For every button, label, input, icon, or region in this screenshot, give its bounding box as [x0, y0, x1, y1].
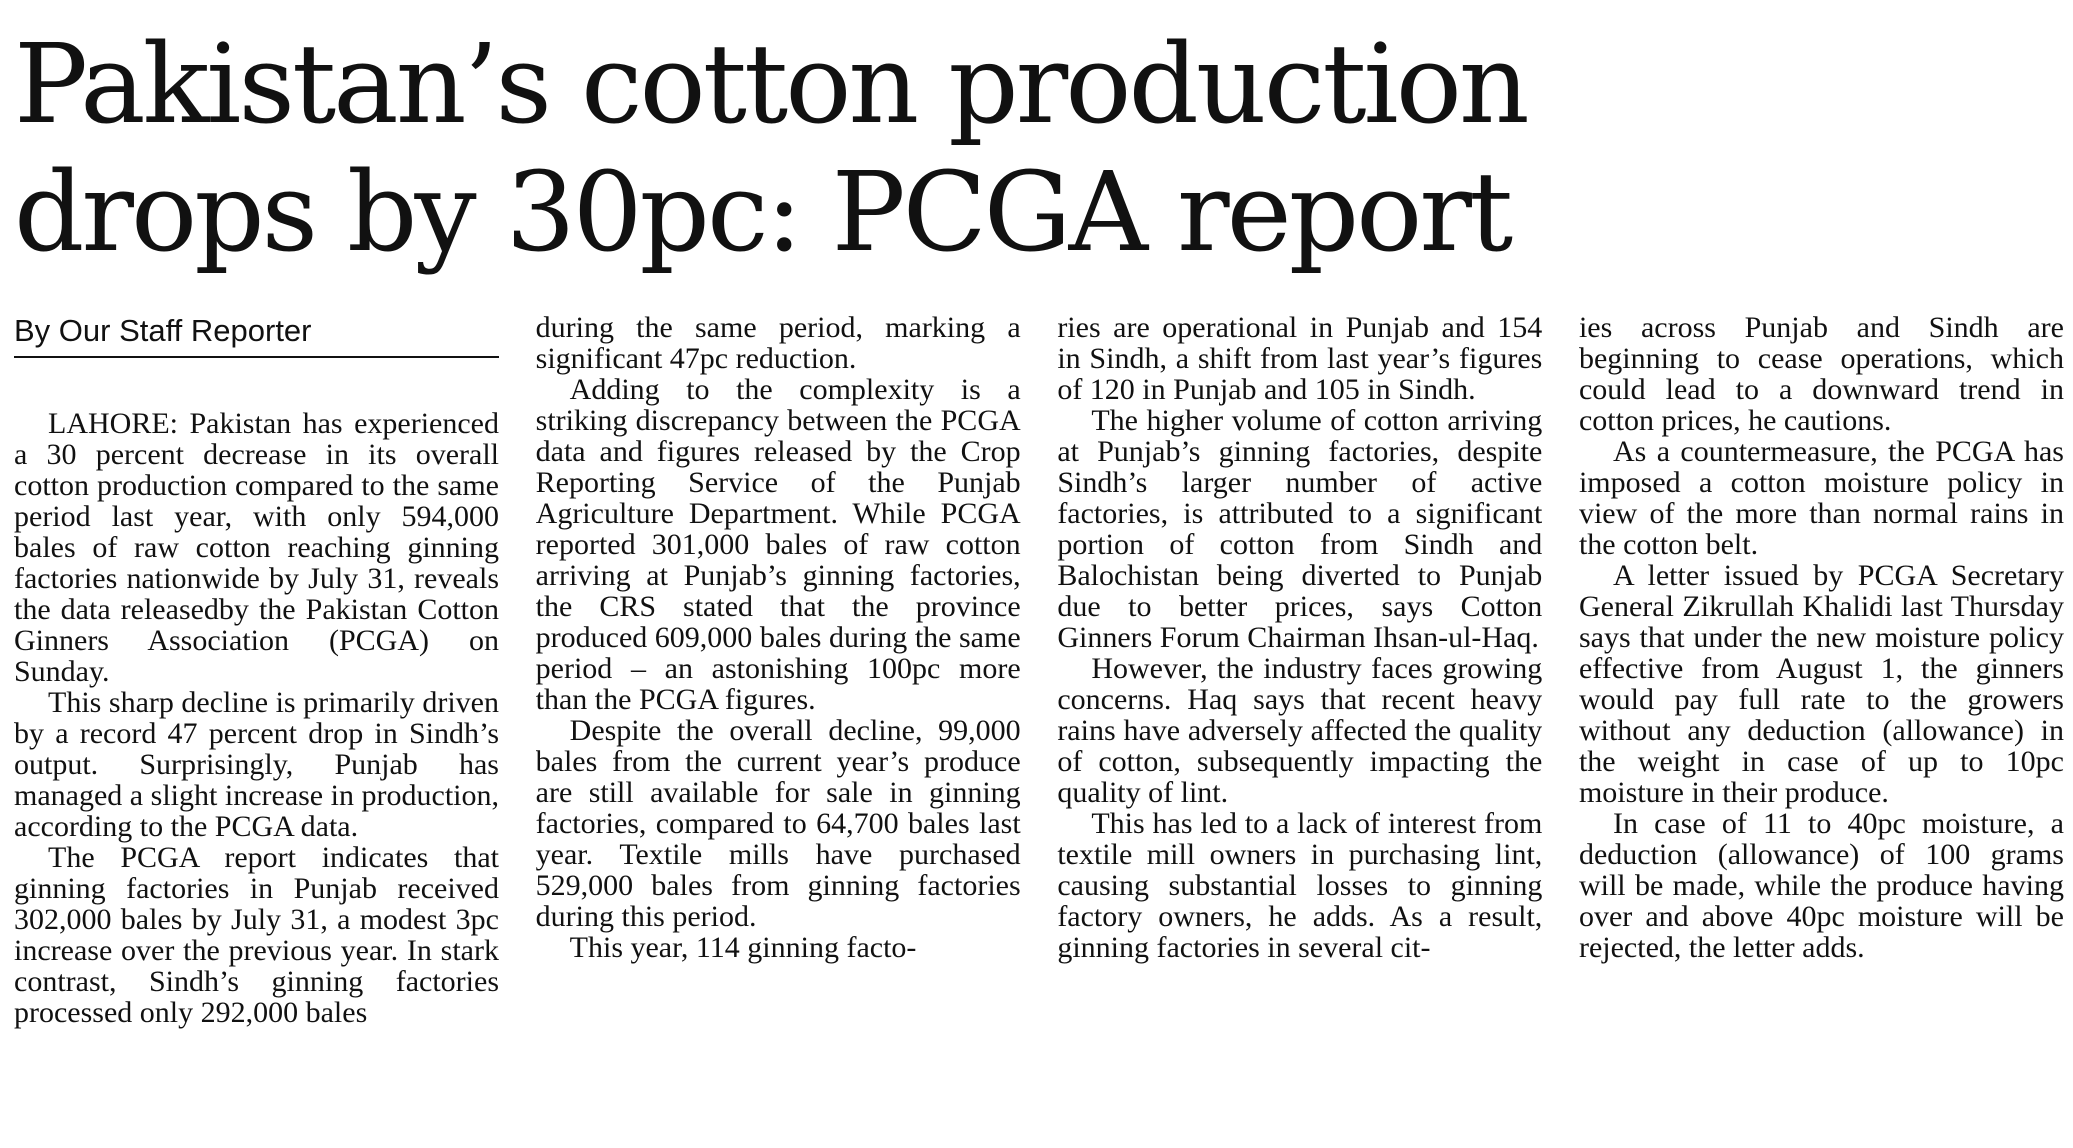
paragraph: In case of 11 to 40pc moisture, a deduction (allowance) of 100 grams will be made, while the produce having over and above 40pc moisture will be rejected, the letter adds. — [1578, 807, 2064, 964]
headline-line-1: Pakistan’s cotton production — [14, 20, 1527, 148]
column-1 — [14, 312, 499, 1142]
paragraph: Despite the overall decline, 99,000 bales from the current year’s produce are still available for sale in ginning factories, compared to 64,700 bales last year. Textile mills have purchased 529,000 bales from ginning factories during this period. — [535, 714, 1021, 933]
headline-line-2: drops by 30pc: PCGA report — [14, 148, 1511, 276]
byline: By Our Staff Reporter — [14, 312, 499, 358]
paragraph: A letter issued by PCGA Secretary General Zikrullah Khalidi last Thursday says that under the new moisture policy effective from August 1, the ginners would pay full rate to the growers without any deduction (allowance) in the weight in case of up to 10pc moisture in their produce. — [1578, 559, 2064, 809]
paragraph: The PCGA report indicates that ginning factories in Punjab received 302,000 bales by July 31, a modest 3pc increase over the previous year. In stark contrast, Sindh’s ginning factories processed only 292,000 bales — [14, 841, 499, 1029]
paragraph: This sharp decline is primarily driven by a record 47 percent drop in Sindh’s output. Surprisingly, Punjab has managed a slight increase in production, according to the PCGA data. — [14, 686, 499, 843]
column-2 — [536, 312, 1021, 1142]
paragraph-continued: ries are operational in Punjab and 154 in Sindh, a shift from last year’s figures of 120 in Punjab and 105 in Sindh. — [1057, 312, 1543, 406]
article-body — [14, 312, 2064, 1142]
paragraph: The higher volume of cotton arriving at Punjab’s ginning factories, despite Sindh’s larger number of active factories, is attributed to a significant portion of cotton from Sindh and Balochistan being diverted to Punjab due to better prices, says Cotton Ginners Forum Chairman Ihsan-ul-Haq. — [1057, 404, 1543, 654]
paragraph: LAHORE: Pakistan has experienced a 30 percent decrease in its overall cotton production compared to the same period last year, with only 594,000 bales of raw cotton reaching ginning factories nationwide by July 31, reveals the data releasedby the Pakistan Cotton Ginners Association (PCGA) on Sunday. — [14, 407, 499, 688]
paragraph: However, the industry faces growing concerns. Haq says that recent heavy rains have adversely affected the quality of cotton, subsequently impacting the quality of lint. — [1057, 652, 1543, 809]
paragraph: As a countermeasure, the PCGA has imposed a cotton moisture policy in view of the more than normal rains in the cotton belt. — [1578, 435, 2064, 561]
headline — [14, 20, 2054, 276]
column-4 — [1579, 312, 2064, 1142]
paragraph-continued: ies across Punjab and Sindh are beginning to cease operations, which could lead to a downward trend in cotton prices, he cautions. — [1578, 312, 2064, 437]
paragraph: Adding to the complexity is a striking discrepancy between the PCGA data and figures released by the Crop Reporting Service of the Punjab Agriculture Department. While PCGA reported 301,000 bales of raw cotton arriving at Punjab’s ginning factories, the CRS stated that the province produced 609,000 bales during the same period – an astonishing 100pc more than the PCGA figures. — [535, 373, 1021, 716]
paragraph: This has led to a lack of interest from textile mill owners in purchasing lint, causing substantial losses to ginning factory owners, he adds. As a result, ginning factories in several cit- — [1057, 807, 1543, 964]
column-3 — [1057, 312, 1542, 1142]
paragraph-continued: during the same period, marking a significant 47pc reduction. — [535, 312, 1021, 375]
paragraph: This year, 114 ginning facto- — [569, 931, 917, 964]
